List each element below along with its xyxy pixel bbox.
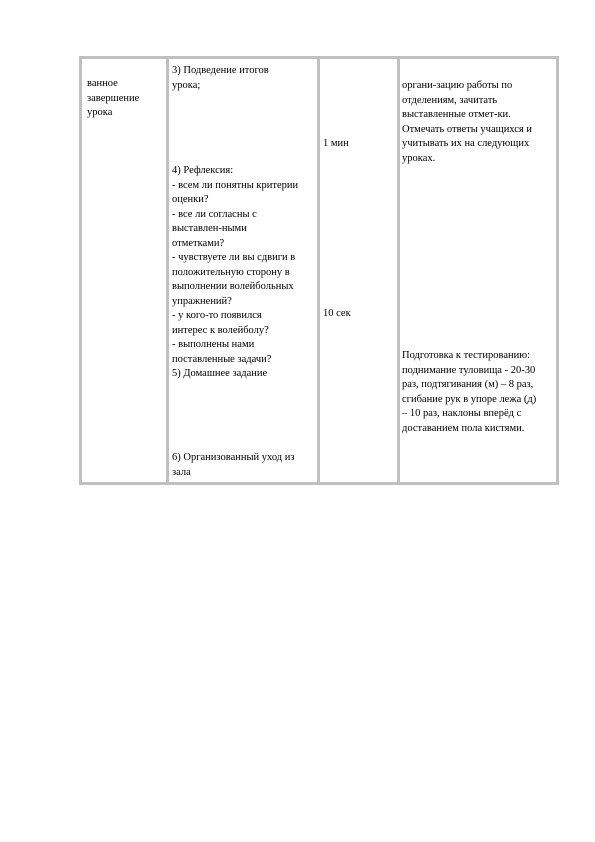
stage-cell xyxy=(87,77,165,121)
reflection-block xyxy=(172,164,317,382)
text-line: органи-зацию работы по xyxy=(402,80,513,91)
text-line: – 10 раз, наклоны вперёд с xyxy=(402,408,522,419)
text-line: завершение xyxy=(87,92,140,104)
text-line: отделениям, зачитать xyxy=(402,94,498,106)
text-line: уроках. xyxy=(402,152,436,164)
text-line: выставлен-ными xyxy=(172,223,247,234)
homework-block xyxy=(402,349,560,436)
text-line: - выполнены нами xyxy=(172,339,255,350)
text-line: отметками? xyxy=(172,237,225,249)
text-line: - всем ли понятны критерии xyxy=(172,179,299,191)
text-line: выполнении волейбольных xyxy=(172,281,294,292)
text-line: - у кого-то появился xyxy=(172,310,262,321)
text-line: 6) Организованный уход из xyxy=(172,452,295,463)
column-divider xyxy=(166,59,169,482)
text-line: положительную сторону в xyxy=(172,266,290,278)
text-line: поднимание туловища - 20-30 xyxy=(402,364,536,376)
text-line: - чувствуете ли вы сдвиги в xyxy=(172,252,296,263)
text-line: 1 мин xyxy=(323,138,349,149)
text-line: оценки? xyxy=(172,194,209,205)
text-line: учитывать их на следующих xyxy=(402,138,530,149)
exit-block xyxy=(172,451,317,480)
time-reflection xyxy=(323,307,397,322)
organization-block xyxy=(402,79,560,166)
text-line: - все ли согласны с xyxy=(172,208,257,220)
text-line: Подготовка к тестированию: xyxy=(402,350,530,361)
text-line: 3) Подведение итогов xyxy=(172,65,269,76)
column-divider xyxy=(317,59,320,482)
text-line: сгибание рук в упоре лежа (д) xyxy=(402,393,537,405)
summary-block xyxy=(172,64,317,93)
text-line: 10 сек xyxy=(323,308,351,319)
text-line: раз, подтягивания (м) – 8 раз, xyxy=(402,379,534,390)
text-line: урока; xyxy=(172,79,201,91)
text-line: выставленные отмет-ки. xyxy=(402,109,511,120)
text-line: упражнений? xyxy=(172,295,232,307)
text-line: доставанием пола кистями. xyxy=(402,422,525,434)
text-line: урока xyxy=(87,107,113,118)
text-line: Отмечать ответы учащихся и xyxy=(402,123,532,135)
text-line: интерес к волейболу? xyxy=(172,324,269,336)
text-line: поставленные задачи? xyxy=(172,353,272,365)
text-line: 5) Домашнее задание xyxy=(172,368,268,379)
text-line: зала xyxy=(172,466,191,478)
text-line: 4) Рефлексия: xyxy=(172,165,234,176)
lesson-plan-table xyxy=(79,56,559,485)
column-divider xyxy=(397,59,400,482)
text-line: ванное xyxy=(87,78,118,89)
time-summary xyxy=(323,137,397,152)
